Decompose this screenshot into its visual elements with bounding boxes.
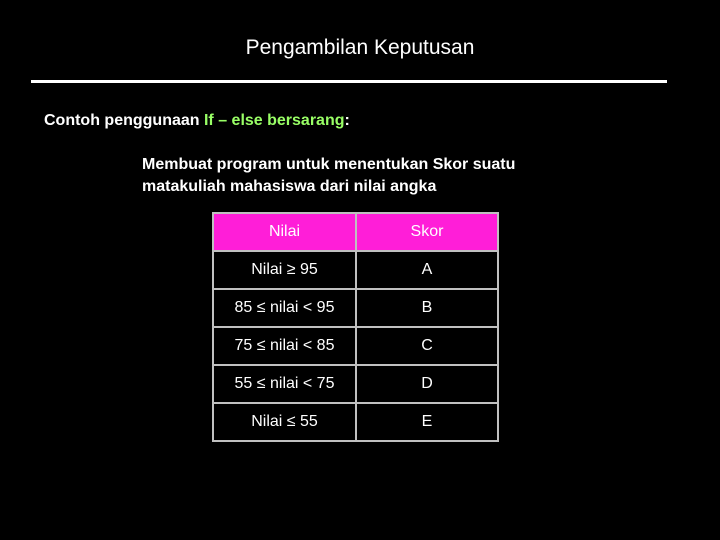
table-row <box>213 251 498 289</box>
cell-nilai: Nilai ≤ 55 <box>213 403 356 441</box>
cell-skor: B <box>356 289 498 327</box>
description-line: matakuliah mahasiswa dari nilai angka <box>142 178 437 195</box>
cell-nilai: 55 ≤ nilai < 75 <box>213 365 356 403</box>
title-divider <box>31 80 667 83</box>
cell-skor: D <box>356 365 498 403</box>
cell-nilai: 75 ≤ nilai < 85 <box>213 327 356 365</box>
table-row <box>213 289 498 327</box>
intro-prefix: Contoh penggunaan <box>44 112 204 129</box>
slide-title: Pengambilan Keputusan <box>245 36 475 59</box>
header-nilai: Nilai <box>213 213 356 251</box>
cell-skor: E <box>356 403 498 441</box>
description <box>142 154 515 198</box>
table-row <box>213 327 498 365</box>
cell-nilai: 85 ≤ nilai < 95 <box>213 289 356 327</box>
cell-skor: A <box>356 251 498 289</box>
cell-skor: C <box>356 327 498 365</box>
intro-suffix: : <box>344 112 350 129</box>
intro-highlight: If – else bersarang <box>203 112 345 129</box>
header-skor: Skor <box>356 213 498 251</box>
description-line: Membuat program untuk menentukan Skor suatu <box>142 156 516 173</box>
table-row <box>213 365 498 403</box>
intro-line <box>44 112 350 130</box>
table-row <box>213 403 498 441</box>
cell-nilai: Nilai ≥ 95 <box>213 251 356 289</box>
table-header-row <box>213 213 498 251</box>
score-table <box>212 212 499 442</box>
